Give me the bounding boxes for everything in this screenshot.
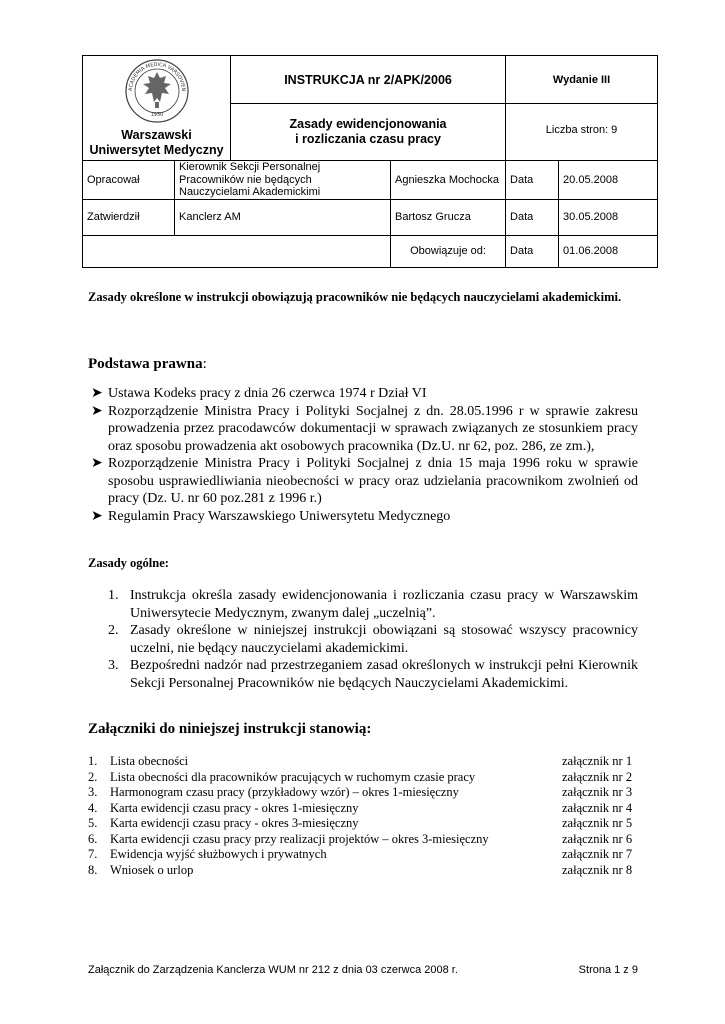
table-row: 5. Karta ewidencji czasu pracy - okres 3-miesięczny załącznik nr 5: [88, 816, 633, 830]
legal-basis-list: [88, 385, 638, 525]
approved-label: Zatwierdził: [83, 199, 175, 235]
university-name-line1: Warszawski: [121, 128, 192, 142]
approved-date: 30.05.2008: [559, 199, 658, 235]
page-count: Liczba stron: 9: [506, 104, 658, 161]
prepared-role-line3: Nauczycielami Akademickimi: [179, 186, 321, 198]
arrow-bullet-icon: ➤: [91, 403, 103, 419]
prepared-role-line2: Pracowników nie będących: [179, 173, 312, 186]
page-number: Strona 1 z 9: [578, 964, 638, 976]
svg-text:ACADEMIA MEDICA VARSOVIENSIS S: ACADEMIA MEDICA VARSOVIEN: [127, 61, 186, 92]
arrow-bullet-icon: ➤: [91, 456, 103, 471]
footer-reference: Załącznik do Zarządzenia Kanclerza WUM nr 212 z dnia 03 czerwca 2008 r.: [88, 964, 458, 976]
prepared-date-label: Data: [506, 161, 559, 200]
list-item: ➤ Rozporządzenie Ministra Pracy i Polityki Socjalnej z dn. 28.05.1996 r w sprawie zakresu prowadzenia przez pracodawców dokumentacji w sprawach związanych ze stosunkiem pracy oraz sposobu prowadzenia akt osobowych pracownika (Dz.U. nr 62, poz. 286, ze zm.),: [91, 403, 638, 454]
effective-date-label: Data: [506, 235, 559, 267]
edition: Wydanie III: [506, 56, 658, 104]
table-row: 1. Lista obecności załącznik nr 1: [88, 754, 633, 768]
table-row: 7. Ewidencja wyjść służbowych i prywatnych załącznik nr 7: [88, 847, 633, 861]
table-row: 4. Karta ewidencji czasu pracy - okres 1-miesięczny załącznik nr 4: [88, 800, 633, 815]
effective-label: Obowiązuje od:: [391, 235, 506, 267]
table-row: 3. Harmonogram czasu pracy (przykładowy wzór) – okres 1-miesięczny załącznik nr 3: [88, 785, 633, 799]
list-item: ➤ Rozporządzenie Ministra Pracy i Polityki Socjalnej z dnia 15 maja 1996 roku w sprawie sposobu usprawiedliwiania nieobecności w pracy oraz udzielania pracownikom zwolnień od pracy (Dz. U. nr 60 poz.281 z 1996 r.): [91, 456, 638, 506]
arrow-bullet-icon: ➤: [91, 508, 103, 524]
list-item: 1. Instrukcja określa zasady ewidencjonowania i rozliczania czasu pracy w Warszawskim Uniwersytecie Medycznym, zwanym dalej „uczelnią”.: [108, 588, 638, 621]
intro-paragraph: Zasady określone w instrukcji obowiązują pracowników nie będących nauczycielami akademickimi.: [88, 290, 622, 304]
prepared-role-line1: Kierownik Sekcji Personalnej: [179, 161, 321, 173]
attachments-table: [88, 754, 640, 878]
approved-role: Kanclerz AM: [175, 199, 391, 235]
table-row: 2. Lista obecności dla pracowników pracujących w ruchomym czasie pracy załącznik nr 2: [88, 769, 633, 784]
subject-line1: Zasady ewidencjonowania: [289, 117, 447, 132]
university-cell: [83, 56, 231, 161]
legal-basis-heading: Podstawa prawna:: [88, 356, 207, 372]
prepared-label: Opracował: [83, 161, 175, 200]
svg-text:1950: 1950: [150, 112, 163, 118]
list-item: ➤ Regulamin Pracy Warszawskiego Uniwersytetu Medycznego: [91, 508, 451, 524]
page-footer: [88, 964, 638, 976]
attachments-heading: Załączniki do niniejszej instrukcji stanowią:: [88, 721, 372, 737]
approved-name: Bartosz Grucza: [391, 199, 506, 235]
list-item: ➤ Ustawa Kodeks pracy z dnia 26 czerwca 1974 r Dział VI: [91, 386, 427, 401]
document-subject: [231, 104, 506, 161]
list-item: 3. Bezpośredni nadzór nad przestrzeganiem zasad określonych w instrukcji pełni Kierownik Sekcji Personalnej Pracowników nie będących Nauczycielami Akademickimi.: [108, 658, 638, 691]
general-rules-list: [88, 587, 638, 692]
table-row: 8. Wniosek o urlop załącznik nr 8: [88, 862, 633, 877]
general-rules-heading: Zasady ogólne:: [88, 556, 169, 570]
effective-date: 01.06.2008: [559, 235, 658, 267]
table-row: 6. Karta ewidencji czasu pracy przy realizacji projektów – okres 3-miesięczny załącznik nr 6: [88, 831, 633, 846]
subject-line2: i rozliczania czasu pracy: [295, 132, 441, 147]
approved-date-label: Data: [506, 199, 559, 235]
effective-empty: [83, 235, 391, 267]
arrow-bullet-icon: ➤: [91, 386, 103, 401]
list-item: 2. Zasady określone w niniejszej instrukcji obowiązani są stosować wszyscy pracownicy uczelni, nie będący nauczycielami akademickimi.: [108, 623, 638, 656]
university-name-line2: Uniwersytet Medyczny: [89, 143, 224, 157]
prepared-role: [175, 161, 391, 200]
document-id: INSTRUKCJA nr 2/APK/2006: [231, 56, 506, 104]
university-seal-logo: [124, 58, 190, 124]
prepared-date: 20.05.2008: [559, 161, 658, 200]
document-header-table: [82, 55, 658, 268]
prepared-name: Agnieszka Mochocka: [391, 161, 506, 200]
